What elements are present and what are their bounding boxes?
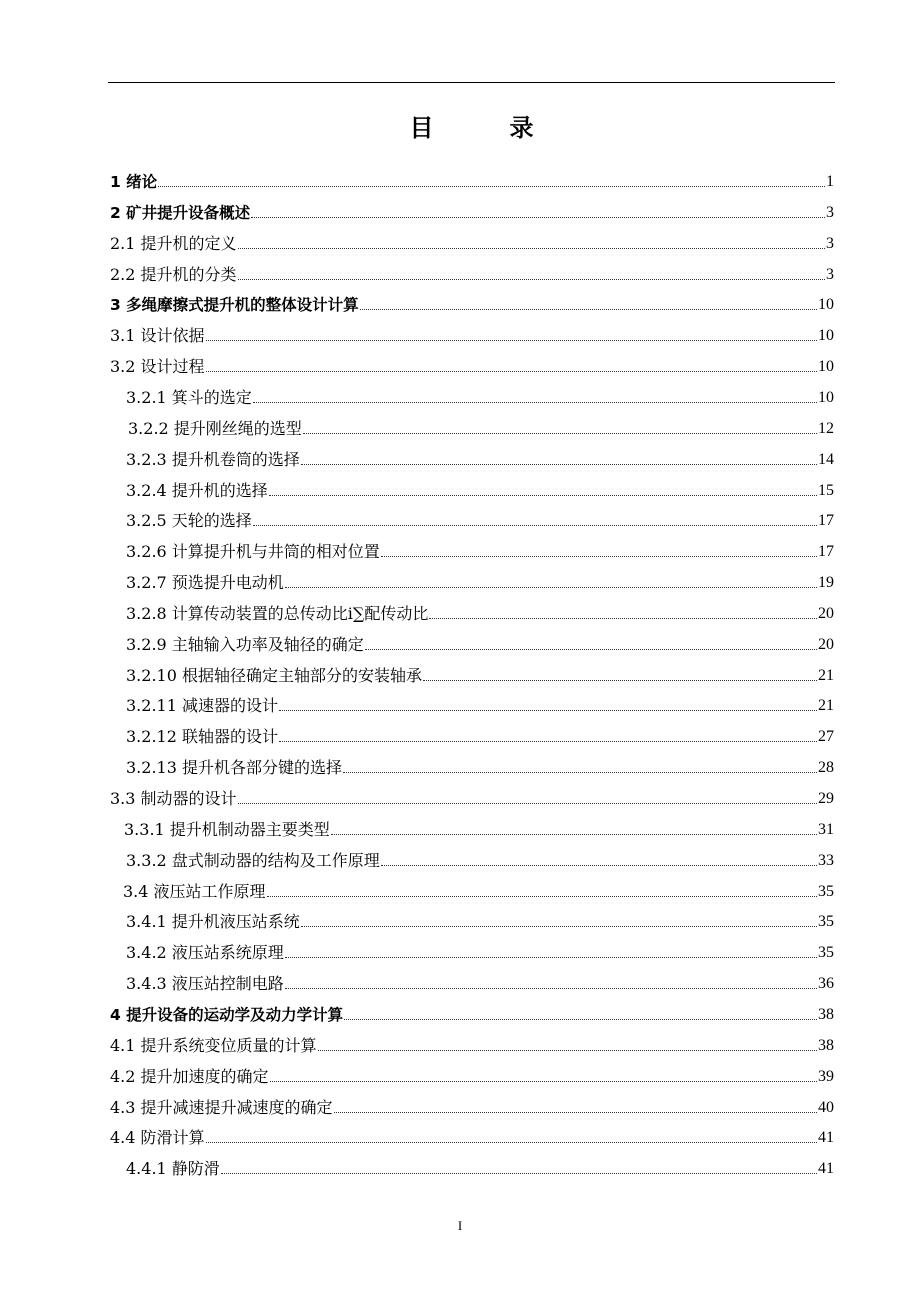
- toc-dot-leader: [279, 741, 817, 742]
- toc-entry[interactable]: [126, 1149, 834, 1179]
- toc-dot-leader: [238, 803, 817, 804]
- toc-entry-page: 36: [818, 975, 834, 993]
- toc-entry[interactable]: [126, 656, 834, 686]
- toc-entry-page: 39: [818, 1067, 834, 1085]
- toc-entry-label: 3.4.3 液压站控制电路: [126, 974, 284, 994]
- toc-dot-leader: [270, 1081, 817, 1082]
- toc-dot-leader: [285, 988, 817, 989]
- toc-entry-page: 15: [818, 481, 834, 499]
- toc-entry-label: 3.2.2 提升刚丝绳的选型: [128, 418, 302, 438]
- toc-dot-leader: [238, 248, 825, 249]
- page-title: [108, 112, 835, 144]
- toc-entry-label: 3.2.7 预选提升电动机: [126, 573, 284, 593]
- toc-dot-leader: [423, 680, 817, 681]
- toc-entry-page: 10: [818, 296, 834, 314]
- toc-dot-leader: [251, 217, 825, 218]
- toc-entry-label: 4.4.1 静防滑: [126, 1159, 220, 1179]
- toc-entry-label: 4 提升设备的运动学及动力学计算: [110, 1005, 344, 1024]
- toc-entry-page: 10: [818, 327, 834, 345]
- toc-entry[interactable]: [126, 471, 834, 501]
- toc-entry[interactable]: [126, 378, 834, 408]
- toc-entry-page: 28: [818, 759, 834, 777]
- toc-entry[interactable]: [110, 162, 834, 192]
- toc-entry-label: 3.3.1 提升机制动器主要类型: [124, 819, 330, 839]
- toc-entry[interactable]: [110, 995, 834, 1025]
- toc-entry-page: 17: [818, 512, 834, 530]
- header-rule: [108, 82, 835, 83]
- toc-entry[interactable]: [128, 409, 834, 439]
- toc-entry-page: 3: [826, 265, 834, 283]
- toc-entry-page: 31: [818, 820, 834, 838]
- toc-dot-leader: [429, 618, 817, 619]
- toc-entry-label: 4.1 提升系统变位质量的计算: [110, 1035, 317, 1055]
- toc-entry-label: 3.2.3 提升机卷筒的选择: [126, 449, 300, 469]
- toc-entry[interactable]: [110, 1057, 834, 1087]
- toc-entry-label: 3.2.1 箕斗的选定: [126, 387, 252, 407]
- toc-entry[interactable]: [110, 1088, 834, 1118]
- toc-entry[interactable]: [110, 1026, 834, 1056]
- title-first-char: 目: [409, 114, 434, 142]
- toc-entry-page: 41: [818, 1129, 834, 1147]
- toc-dot-leader: [158, 186, 825, 187]
- toc-entry[interactable]: [126, 501, 834, 531]
- toc-entry-label: 3.4.1 提升机液压站系统: [126, 912, 300, 932]
- toc-dot-leader: [285, 587, 817, 588]
- toc-dot-leader: [360, 309, 817, 310]
- footer-page-number: I: [457, 1218, 463, 1233]
- toc-entry-label: 3.4 液压站工作原理: [123, 881, 266, 901]
- toc-entry-label: 1 绪论: [110, 173, 158, 191]
- toc-entry-page: 3: [826, 203, 834, 221]
- toc-entry-label: 3 多绳摩擦式提升机的整体设计计算: [110, 296, 359, 315]
- toc-dot-leader: [253, 402, 817, 403]
- toc-dot-leader: [206, 371, 817, 372]
- toc-entry-page: 21: [818, 697, 834, 715]
- toc-dot-leader: [279, 710, 817, 711]
- toc-entry-label: 3.2.12 联轴器的设计: [126, 727, 278, 747]
- toc-entry-page: 20: [818, 604, 834, 622]
- toc-entry[interactable]: [126, 717, 834, 747]
- toc-entry[interactable]: [126, 440, 834, 470]
- toc-entry-page: 35: [818, 913, 834, 931]
- toc-entry[interactable]: [126, 933, 834, 963]
- toc-dot-leader: [331, 834, 817, 835]
- toc-entry-label: 3.4.2 液压站系统原理: [126, 943, 284, 963]
- toc-dot-leader: [301, 926, 817, 927]
- toc-dot-leader: [365, 649, 817, 650]
- toc-dot-leader: [381, 865, 817, 866]
- toc-entry[interactable]: [126, 625, 834, 655]
- toc-entry[interactable]: [126, 532, 834, 562]
- toc-entry-page: 19: [818, 574, 834, 592]
- toc-entry[interactable]: [110, 347, 834, 377]
- toc-entry-label: 3.2 设计过程: [110, 357, 205, 377]
- toc-entry-page: 20: [818, 635, 834, 653]
- toc-dot-leader: [318, 1050, 817, 1051]
- toc-dot-leader: [267, 896, 817, 897]
- toc-dot-leader: [344, 1019, 817, 1020]
- toc-dot-leader: [285, 957, 817, 958]
- toc-entry[interactable]: [124, 810, 834, 840]
- toc-dot-leader: [206, 1142, 817, 1143]
- title-second-char: 录: [509, 114, 534, 142]
- toc-entry[interactable]: [110, 285, 834, 315]
- toc-entry-label: 2.1 提升机的定义: [110, 233, 237, 253]
- toc-entry-label: 3.1 设计依据: [110, 326, 205, 346]
- toc-entry[interactable]: [110, 224, 834, 254]
- toc-entry-page: 29: [818, 790, 834, 807]
- toc-entry-page: 38: [818, 1005, 834, 1023]
- toc-entry-label: 3.2.13 提升机各部分键的选择: [126, 758, 342, 778]
- toc-entry-label: 3.2.10 根据轴径确定主轴部分的安装轴承: [126, 665, 422, 685]
- toc-entry[interactable]: [126, 748, 834, 778]
- toc-entry-page: 3: [826, 234, 834, 252]
- toc-entry-page: 40: [818, 1098, 834, 1116]
- toc-entry[interactable]: [110, 255, 834, 285]
- toc-entry-label: 3.2.5 天轮的选择: [126, 511, 252, 531]
- toc-entry[interactable]: [110, 193, 834, 223]
- toc-entry-page: 41: [818, 1160, 834, 1178]
- toc-entry-page: 35: [818, 944, 834, 962]
- toc-entry-label: 2 矿井提升设备概述: [110, 203, 251, 222]
- toc-dot-leader: [381, 556, 817, 557]
- toc-entry-page: 33: [818, 851, 834, 869]
- toc-entry[interactable]: [126, 841, 834, 871]
- toc-entry[interactable]: [126, 964, 834, 994]
- toc-dot-leader: [269, 495, 817, 496]
- toc-dot-leader: [343, 772, 817, 773]
- toc-dot-leader: [221, 1173, 817, 1174]
- toc-entry-label: 3.3.2 盘式制动器的结构及工作原理: [126, 850, 380, 870]
- toc-entry-page: 27: [818, 728, 834, 746]
- toc-entry[interactable]: [110, 779, 834, 809]
- toc-entry-page: 10: [818, 358, 834, 376]
- toc-entry[interactable]: [110, 316, 834, 346]
- toc-entry-page: 14: [818, 450, 834, 468]
- toc-entry-label: 3.2.8 计算传动装置的总传动比i∑配传动比: [126, 603, 429, 623]
- toc-entry-page: 1: [826, 173, 834, 190]
- toc-entry-label: 4.4 防滑计算: [110, 1128, 205, 1148]
- toc-dot-leader: [303, 433, 817, 434]
- toc-dot-leader: [334, 1112, 817, 1113]
- toc-entry-label: 3.2.6 计算提升机与井筒的相对位置: [126, 542, 380, 562]
- toc-entry-label: 3.2.11 减速器的设计: [126, 696, 278, 716]
- toc-entry-label: 2.2 提升机的分类: [110, 264, 237, 284]
- toc-dot-leader: [253, 525, 817, 526]
- toc-dot-leader: [206, 340, 817, 341]
- toc-dot-leader: [238, 279, 825, 280]
- toc-entry-label: 3.2.4 提升机的选择: [126, 480, 268, 500]
- toc-entry-page: 35: [818, 882, 834, 900]
- toc-entry-label: 4.3 提升减速提升减速度的确定: [110, 1097, 333, 1117]
- toc-entry-page: 10: [818, 388, 834, 406]
- toc-entry[interactable]: [126, 686, 834, 716]
- toc-entry-page: 38: [818, 1036, 834, 1054]
- toc-dot-leader: [301, 464, 817, 465]
- toc-entry-label: 3.3 制动器的设计: [110, 789, 237, 808]
- toc-entry[interactable]: [110, 1118, 834, 1148]
- toc-entry[interactable]: [126, 563, 834, 593]
- toc-entry-page: 12: [818, 419, 834, 437]
- toc-entry-page: 17: [818, 543, 834, 561]
- toc-entry-label: 3.2.9 主轴输入功率及轴径的确定: [126, 634, 364, 654]
- toc-entry-page: 21: [818, 666, 834, 684]
- toc-entry[interactable]: [126, 902, 834, 932]
- toc-entry[interactable]: [123, 872, 834, 902]
- toc-entry-label: 4.2 提升加速度的确定: [110, 1066, 269, 1086]
- toc-entry[interactable]: [126, 594, 834, 624]
